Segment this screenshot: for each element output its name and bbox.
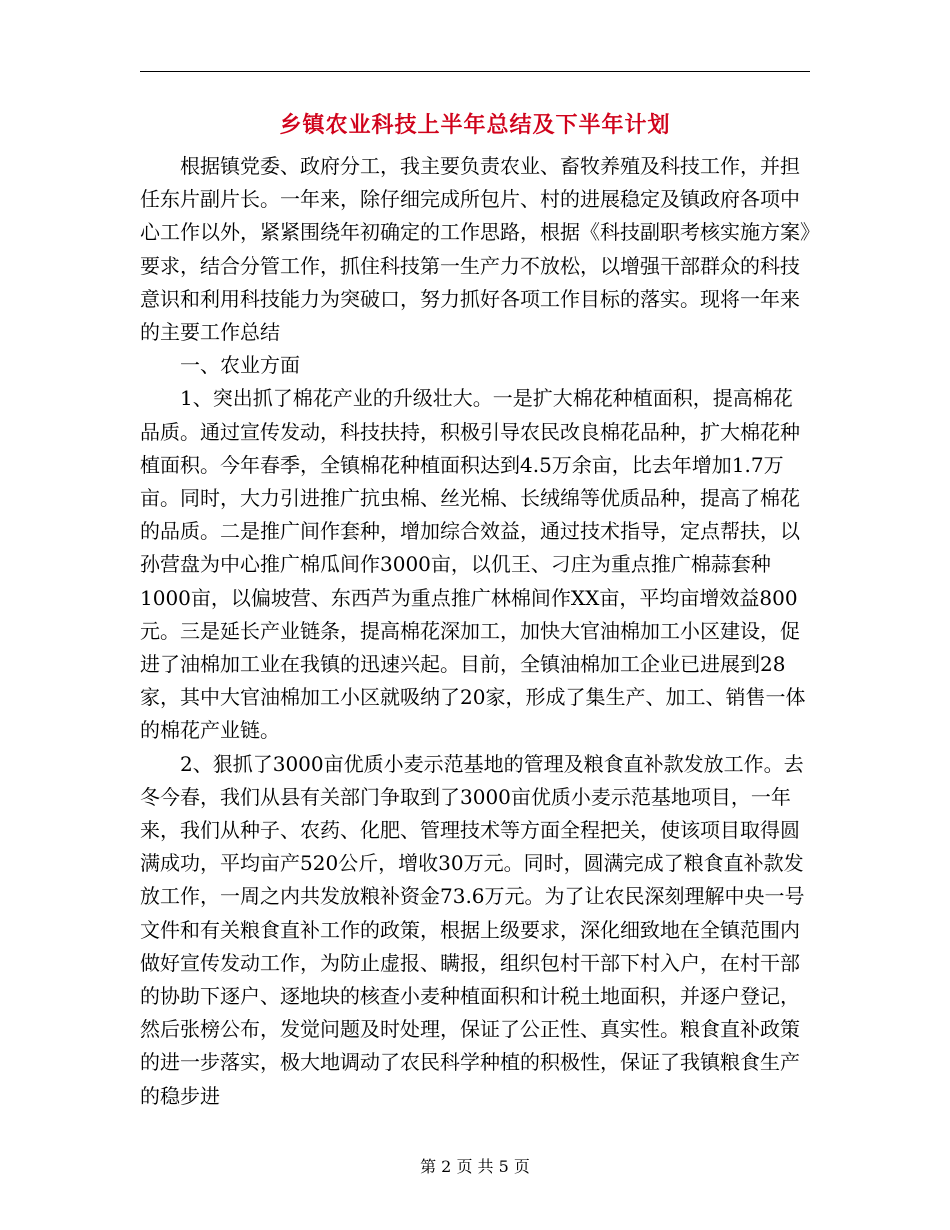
header-rule: [140, 71, 810, 72]
document-title: 乡镇农业科技上半年总结及下半年计划: [279, 112, 671, 138]
section-heading-agriculture: 一、农业方面: [180, 353, 300, 378]
paragraph-cotton: 1、突出抓了棉花产业的升级壮大。一是扩大棉花种植面积，提高棉花品质。通过宣传发动，科技扶持，积极引导农民改良棉花品种，扩大棉花种植面积。今年春季，全镇棉花种植面积达到4.5万余亩，比去年增加1.7万亩。同时，大力引进推广抗虫棉、丝光棉、长绒绵等优质品种，提高了棉花的品质。二是推广间作套种，增加综合效益，通过技术指导，定点帮扶，以孙营盘为中心推广棉瓜间作3000亩，以仉王、刁庄为重点推广棉蒜套种1000亩，以偏坡营、东西芦为重点推广林棉间作XX亩，平均亩增效益800元。三是延长产业链条，提高棉花深加工，加快大官油棉加工小区建设，促进了油棉加工业在我镇的迅速兴起。目前，全镇油棉加工企业已进展到28家，其中大官油棉加工小区就吸纳了20家，形成了集生产、加工、销售一体的棉花产业链。: [140, 386, 806, 743]
document-body: [140, 150, 810, 1113]
page-number-footer: 第 2 页 共 5 页: [420, 1157, 530, 1176]
paragraph-wheat: 2、狠抓了3000亩优质小麦示范基地的管理及粮食直补款发放工作。去冬今春，我们从县有关部门争取到了3000亩优质小麦示范基地项目，一年来，我们从种子、农药、化肥、管理技术等方面全程把关，使该项目取得圆满成功，平均亩产520公斤，增收30万元。同时，圆满完成了粮食直补款发放工作，一周之内共发放粮补资金73.6万元。为了让农民深刻理解中央一号文件和有关粮食直补工作的政策，根据上级要求，深化细致地在全镇范围内做好宣传发动工作，为防止虚报、瞒报，组织包村干部下村入户，在村干部的协助下逐户、逐地块的核查小麦种植面积和计税土地面积，并逐户登记，然后张榜公布，发觉问题及时处理，保证了公正性、真实性。粮食直补政策的进一步落实，极大地调动了农民科学种植的积极性，保证了我镇粮食生产的稳步进: [140, 751, 805, 1108]
paragraph-intro: 根据镇党委、政府分工，我主要负责农业、畜牧养殖及科技工作，并担任东片副片长。一年来，除仔细完成所包片、村的进展稳定及镇政府各项中心工作以外，紧紧围绕年初确定的工作思路，根据《科技副职考核实施方案》要求，结合分管工作，抓住科技第一生产力不放松，以增强干部群众的科技意识和利用科技能力为突破口，努力抓好各项工作目标的落实。现将一年来的主要工作总结: [140, 154, 810, 345]
